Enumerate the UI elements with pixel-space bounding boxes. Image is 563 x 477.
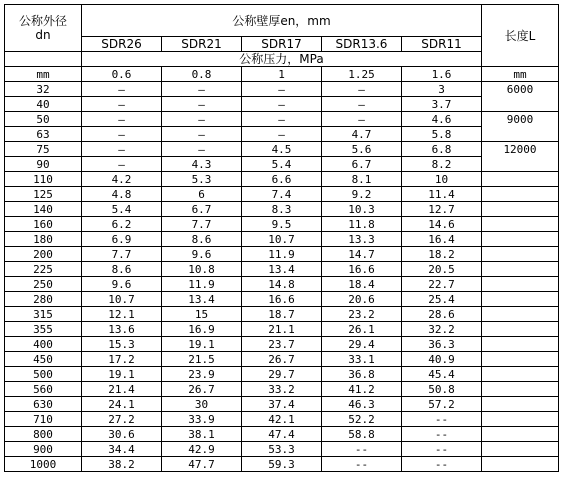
- dn-cell: 355: [5, 322, 82, 337]
- length-cell: [482, 322, 559, 337]
- thickness-cell: —: [82, 142, 162, 157]
- thickness-cell: 38.2: [82, 457, 162, 472]
- thickness-cell: 5.8: [402, 127, 482, 142]
- thickness-cell: 41.2: [322, 382, 402, 397]
- thickness-cell: 12.7: [402, 202, 482, 217]
- thickness-cell: 6.2: [82, 217, 162, 232]
- thickness-cell: 46.3: [322, 397, 402, 412]
- thickness-cell: 21.4: [82, 382, 162, 397]
- thickness-cell: 9.5: [242, 217, 322, 232]
- length-cell: [482, 247, 559, 262]
- thickness-cell: --: [402, 412, 482, 427]
- thickness-cell: --: [402, 442, 482, 457]
- length-cell: 12000: [482, 142, 559, 157]
- length-cell: [482, 352, 559, 367]
- length-cell: [482, 157, 559, 172]
- table-row: [5, 367, 559, 382]
- dn-cell: 400: [5, 337, 82, 352]
- thickness-cell: 26.7: [242, 352, 322, 367]
- sdr-header-cell: SDR13.6: [322, 37, 402, 52]
- thickness-cell: —: [162, 127, 242, 142]
- thickness-cell: 21.5: [162, 352, 242, 367]
- table-row: [5, 172, 559, 187]
- thickness-cell: 50.8: [402, 382, 482, 397]
- dn-cell: 900: [5, 442, 82, 457]
- dn-unit: mm: [5, 67, 82, 82]
- thickness-cell: 27.2: [82, 412, 162, 427]
- table-row: [5, 352, 559, 367]
- thickness-cell: 26.7: [162, 382, 242, 397]
- thickness-cell: 5.3: [162, 172, 242, 187]
- thickness-cell: 3: [402, 82, 482, 97]
- dn-header-symbol: dn: [35, 28, 51, 42]
- length-cell: [482, 262, 559, 277]
- thickness-cell: 33.1: [322, 352, 402, 367]
- length-cell: [482, 457, 559, 472]
- thickness-cell: 29.7: [242, 367, 322, 382]
- thickness-cell: 18.4: [322, 277, 402, 292]
- pressure-title: 公称压力，MPa: [82, 52, 482, 67]
- length-cell: [482, 232, 559, 247]
- length-cell: [482, 412, 559, 427]
- thickness-cell: 10: [402, 172, 482, 187]
- thickness-cell: 18.7: [242, 307, 322, 322]
- thickness-cell: 28.6: [402, 307, 482, 322]
- thickness-cell: 23.2: [322, 307, 402, 322]
- table-row: [5, 442, 559, 457]
- thickness-cell: —: [162, 142, 242, 157]
- thickness-cell: 16.4: [402, 232, 482, 247]
- thickness-cell: --: [402, 427, 482, 442]
- dn-cell: 560: [5, 382, 82, 397]
- thickness-cell: 13.4: [242, 262, 322, 277]
- thickness-cell: —: [322, 97, 402, 112]
- dn-cell: 225: [5, 262, 82, 277]
- thickness-cell: 10.3: [322, 202, 402, 217]
- table-row: [5, 142, 559, 157]
- thickness-cell: 34.4: [82, 442, 162, 457]
- thickness-cell: 25.4: [402, 292, 482, 307]
- dn-header-label: 公称外径: [18, 14, 67, 28]
- thickness-cell: 11.4: [402, 187, 482, 202]
- thickness-cell: 52.2: [322, 412, 402, 427]
- length-cell: [482, 127, 559, 142]
- thickness-cell: 24.1: [82, 397, 162, 412]
- thickness-cell: 4.8: [82, 187, 162, 202]
- thickness-cell: 13.4: [162, 292, 242, 307]
- table-row: [5, 232, 559, 247]
- thickness-cell: —: [242, 112, 322, 127]
- pressure-value-cell: 1.6: [402, 67, 482, 82]
- sdr-header-cell: SDR21: [162, 37, 242, 52]
- length-cell: [482, 277, 559, 292]
- length-cell: [482, 382, 559, 397]
- pressure-value-cell: 1.25: [322, 67, 402, 82]
- thickness-cell: 13.3: [322, 232, 402, 247]
- thickness-cell: 10.8: [162, 262, 242, 277]
- thickness-cell: 8.6: [82, 262, 162, 277]
- thickness-cell: --: [322, 442, 402, 457]
- length-cell: 6000: [482, 82, 559, 97]
- thickness-cell: 59.3: [242, 457, 322, 472]
- length-cell: [482, 307, 559, 322]
- table-row: [5, 292, 559, 307]
- thickness-cell: 19.1: [162, 337, 242, 352]
- thickness-cell: 7.7: [82, 247, 162, 262]
- thickness-cell: 6.7: [162, 202, 242, 217]
- dn-cell: 280: [5, 292, 82, 307]
- thickness-cell: 9.6: [82, 277, 162, 292]
- table-row: [5, 397, 559, 412]
- table-row: [5, 247, 559, 262]
- thickness-cell: 32.2: [402, 322, 482, 337]
- thickness-cell: 8.3: [242, 202, 322, 217]
- thickness-cell: 57.2: [402, 397, 482, 412]
- dn-cell: 50: [5, 112, 82, 127]
- dn-cell: 140: [5, 202, 82, 217]
- table-row: [5, 187, 559, 202]
- thickness-cell: 45.4: [402, 367, 482, 382]
- thickness-cell: 7.7: [162, 217, 242, 232]
- table-row: [5, 202, 559, 217]
- thickness-cell: —: [322, 112, 402, 127]
- dn-cell: 63: [5, 127, 82, 142]
- table-row: [5, 412, 559, 427]
- thickness-cell: —: [242, 127, 322, 142]
- sdr-header-cell: SDR17: [242, 37, 322, 52]
- thickness-cell: 4.7: [322, 127, 402, 142]
- thickness-cell: 8.6: [162, 232, 242, 247]
- thickness-cell: 20.6: [322, 292, 402, 307]
- thickness-cell: 40.9: [402, 352, 482, 367]
- dn-cell: 40: [5, 97, 82, 112]
- thickness-cell: 10.7: [242, 232, 322, 247]
- length-cell: [482, 292, 559, 307]
- table-row: [5, 307, 559, 322]
- length-cell: [482, 427, 559, 442]
- thickness-cell: —: [242, 82, 322, 97]
- thickness-cell: —: [242, 97, 322, 112]
- thickness-cell: --: [322, 457, 402, 472]
- thickness-cell: 16.9: [162, 322, 242, 337]
- dn-cell: 75: [5, 142, 82, 157]
- thickness-cell: --: [402, 457, 482, 472]
- thickness-cell: 9.2: [322, 187, 402, 202]
- wall-thickness-title: 公称壁厚en，mm: [82, 5, 482, 37]
- thickness-cell: 16.6: [322, 262, 402, 277]
- dn-cell: 125: [5, 187, 82, 202]
- thickness-cell: 3.7: [402, 97, 482, 112]
- thickness-cell: —: [82, 157, 162, 172]
- thickness-cell: 15.3: [82, 337, 162, 352]
- thickness-cell: 38.1: [162, 427, 242, 442]
- thickness-cell: 33.2: [242, 382, 322, 397]
- thickness-cell: 4.2: [82, 172, 162, 187]
- table-row: [5, 217, 559, 232]
- length-header: 长度L: [482, 5, 559, 67]
- thickness-cell: 13.6: [82, 322, 162, 337]
- thickness-cell: 47.4: [242, 427, 322, 442]
- pipe-wall-thickness-table: [4, 4, 559, 472]
- table-row: [5, 457, 559, 472]
- thickness-cell: —: [162, 112, 242, 127]
- length-cell: [482, 337, 559, 352]
- thickness-cell: 36.8: [322, 367, 402, 382]
- thickness-cell: 4.5: [242, 142, 322, 157]
- thickness-cell: 6.6: [242, 172, 322, 187]
- dn-cell: 800: [5, 427, 82, 442]
- thickness-cell: 11.9: [242, 247, 322, 262]
- table-row: [5, 157, 559, 172]
- thickness-cell: —: [82, 82, 162, 97]
- thickness-cell: 36.3: [402, 337, 482, 352]
- table-row: [5, 382, 559, 397]
- thickness-cell: 8.1: [322, 172, 402, 187]
- dn-cell: 630: [5, 397, 82, 412]
- thickness-cell: 8.2: [402, 157, 482, 172]
- thickness-cell: 20.5: [402, 262, 482, 277]
- dn-cell: 110: [5, 172, 82, 187]
- dn-cell: 160: [5, 217, 82, 232]
- dn-cell: 200: [5, 247, 82, 262]
- table-row: [5, 322, 559, 337]
- table-row: [5, 277, 559, 292]
- thickness-cell: 9.6: [162, 247, 242, 262]
- pressure-value-cell: 0.8: [162, 67, 242, 82]
- length-cell: [482, 442, 559, 457]
- thickness-cell: 6.9: [82, 232, 162, 247]
- thickness-cell: —: [162, 97, 242, 112]
- thickness-cell: 11.9: [162, 277, 242, 292]
- thickness-cell: 5.6: [322, 142, 402, 157]
- dn-cell: 500: [5, 367, 82, 382]
- thickness-cell: 21.1: [242, 322, 322, 337]
- thickness-cell: 10.7: [82, 292, 162, 307]
- thickness-cell: 15: [162, 307, 242, 322]
- pipe-spec-table-container: [4, 4, 559, 472]
- dn-cell: 315: [5, 307, 82, 322]
- thickness-cell: —: [82, 112, 162, 127]
- thickness-cell: —: [82, 97, 162, 112]
- table-row: [5, 82, 559, 97]
- length-cell: [482, 367, 559, 382]
- dn-cell: 250: [5, 277, 82, 292]
- thickness-cell: 7.4: [242, 187, 322, 202]
- table-row: [5, 97, 559, 112]
- unit-row: [5, 67, 559, 82]
- thickness-cell: —: [162, 82, 242, 97]
- thickness-cell: 19.1: [82, 367, 162, 382]
- pressure-value-cell: 1: [242, 67, 322, 82]
- thickness-cell: 42.9: [162, 442, 242, 457]
- thickness-cell: 6: [162, 187, 242, 202]
- dn-cell: 90: [5, 157, 82, 172]
- thickness-cell: 4.6: [402, 112, 482, 127]
- dn-cell: 1000: [5, 457, 82, 472]
- thickness-cell: 14.6: [402, 217, 482, 232]
- thickness-cell: —: [82, 127, 162, 142]
- thickness-cell: 42.1: [242, 412, 322, 427]
- thickness-cell: 29.4: [322, 337, 402, 352]
- thickness-cell: 30: [162, 397, 242, 412]
- table-row: [5, 262, 559, 277]
- sdr-header-cell: SDR26: [82, 37, 162, 52]
- thickness-cell: 4.3: [162, 157, 242, 172]
- length-cell: [482, 217, 559, 232]
- thickness-cell: 17.2: [82, 352, 162, 367]
- thickness-cell: 23.9: [162, 367, 242, 382]
- thickness-cell: 6.7: [322, 157, 402, 172]
- thickness-cell: 30.6: [82, 427, 162, 442]
- thickness-cell: 23.7: [242, 337, 322, 352]
- length-cell: [482, 187, 559, 202]
- length-unit: mm: [482, 67, 559, 82]
- pressure-value-cell: 0.6: [82, 67, 162, 82]
- length-cell: [482, 97, 559, 112]
- table-row: [5, 127, 559, 142]
- pressure-row-blank: [5, 52, 82, 67]
- dn-header-cell: [5, 5, 82, 52]
- dn-cell: 450: [5, 352, 82, 367]
- thickness-cell: 47.7: [162, 457, 242, 472]
- table-row: [5, 427, 559, 442]
- thickness-cell: 5.4: [242, 157, 322, 172]
- dn-cell: 32: [5, 82, 82, 97]
- thickness-cell: 53.3: [242, 442, 322, 457]
- thickness-cell: 37.4: [242, 397, 322, 412]
- thickness-cell: 26.1: [322, 322, 402, 337]
- dn-cell: 180: [5, 232, 82, 247]
- thickness-cell: 16.6: [242, 292, 322, 307]
- thickness-cell: 22.7: [402, 277, 482, 292]
- length-cell: [482, 202, 559, 217]
- thickness-cell: —: [322, 82, 402, 97]
- sdr-header-cell: SDR11: [402, 37, 482, 52]
- sdr-header-row: [5, 37, 559, 52]
- length-cell: [482, 397, 559, 412]
- thickness-cell: 12.1: [82, 307, 162, 322]
- table-row: [5, 337, 559, 352]
- length-cell: [482, 172, 559, 187]
- thickness-cell: 14.7: [322, 247, 402, 262]
- thickness-cell: 18.2: [402, 247, 482, 262]
- dn-cell: 710: [5, 412, 82, 427]
- thickness-cell: 58.8: [322, 427, 402, 442]
- thickness-cell: 5.4: [82, 202, 162, 217]
- thickness-cell: 14.8: [242, 277, 322, 292]
- thickness-cell: 6.8: [402, 142, 482, 157]
- table-row: [5, 112, 559, 127]
- length-cell: 9000: [482, 112, 559, 127]
- thickness-cell: 33.9: [162, 412, 242, 427]
- thickness-cell: 11.8: [322, 217, 402, 232]
